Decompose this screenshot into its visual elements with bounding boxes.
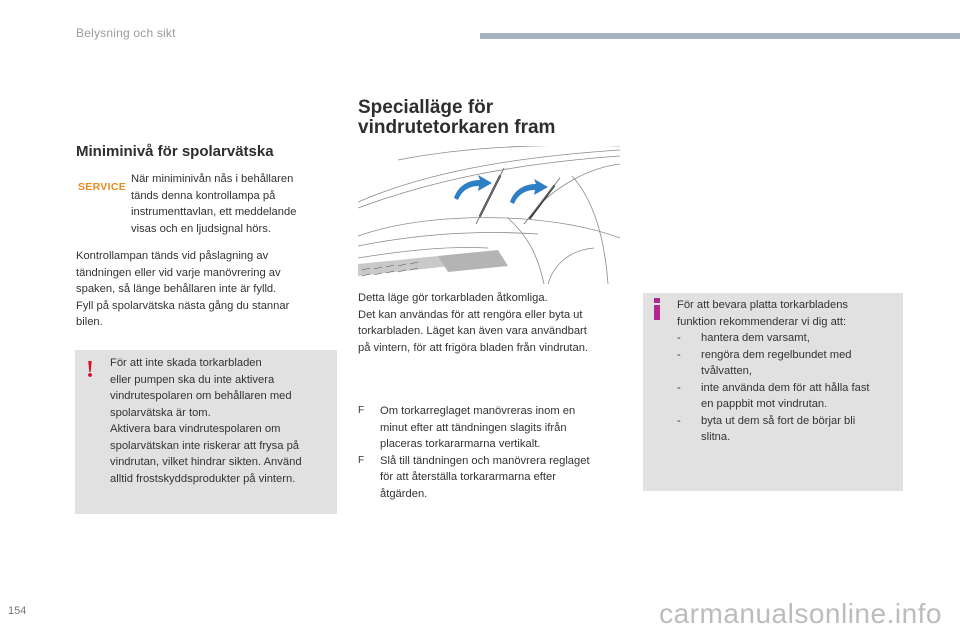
warning-text: För att inte skada torkarbladen eller pumpen ska du inte aktivera vindrutespolaren om behållaren med spolarvätska är tom. Aktivera bara vindrutespolaren om spolarvätskan inte riskerar att frysa på vindrutan, vilket hindrar sikten. Använd alltid frostskyddsprodukter på vintern. [110, 357, 302, 485]
middle-heading: Specialläge för vindrutetorkaren fram [358, 97, 556, 138]
list-item: F Om torkarreglaget manövreras inom en minut efter att tändningen slagits ifrån placeras torkararmarna vertikalt. [358, 403, 620, 453]
bullet-marker: F [358, 405, 365, 416]
list-item: F Slå till tändningen och manövrera reglaget för att återställa torkararmarna efter åtgärden. [358, 453, 620, 503]
header-bar [480, 33, 960, 39]
list-item: - hantera dem varsamt, [677, 332, 810, 344]
middle-paragraph: Detta läge gör torkarbladen åtkomliga. Det kan användas för att rengöra eller byta ut torkarbladen. Läget kan även vara användbart på vintern, för att frigöra bladen från vindrutan. [358, 292, 589, 354]
service-text: När miniminivån nås i behållaren tänds denna kontrollampa på instrumenttavlan, ett meddelande visas och en ljudsignal hörs. [131, 173, 297, 235]
info-list [677, 330, 897, 446]
instruction-list [358, 403, 620, 502]
car-wiper-illustration [358, 146, 620, 284]
bullet-marker: F [358, 454, 365, 466]
page-number: 154 [8, 605, 27, 617]
left-heading: Miniminivå för spolarvätska [76, 143, 274, 160]
list-item: - inte använda dem för att hålla fast en pappbit mot vindrutan. [677, 381, 870, 410]
info-icon [650, 298, 664, 320]
exclamation-icon: ! [86, 357, 94, 383]
service-warning-icon: SERVICE [78, 181, 127, 193]
info-lead: För att bevara platta torkarbladens funktion rekommenderar vi dig att: [677, 299, 849, 328]
watermark: carmanualsonline.info [659, 598, 942, 629]
left-paragraph: Kontrollampan tänds vid påslagning av tändningen eller vid varje manövrering av spaken, så länge behållaren inte är fylld. Fyll på spolarvätska nästa gång du stannar bilen. [76, 250, 290, 328]
section-title: Belysning och sikt [76, 26, 176, 40]
list-item: - rengöra dem regelbundet med tvålvatten, [677, 348, 852, 377]
list-item: - byta ut dem så fort de börjar bli slitna. [677, 414, 856, 443]
